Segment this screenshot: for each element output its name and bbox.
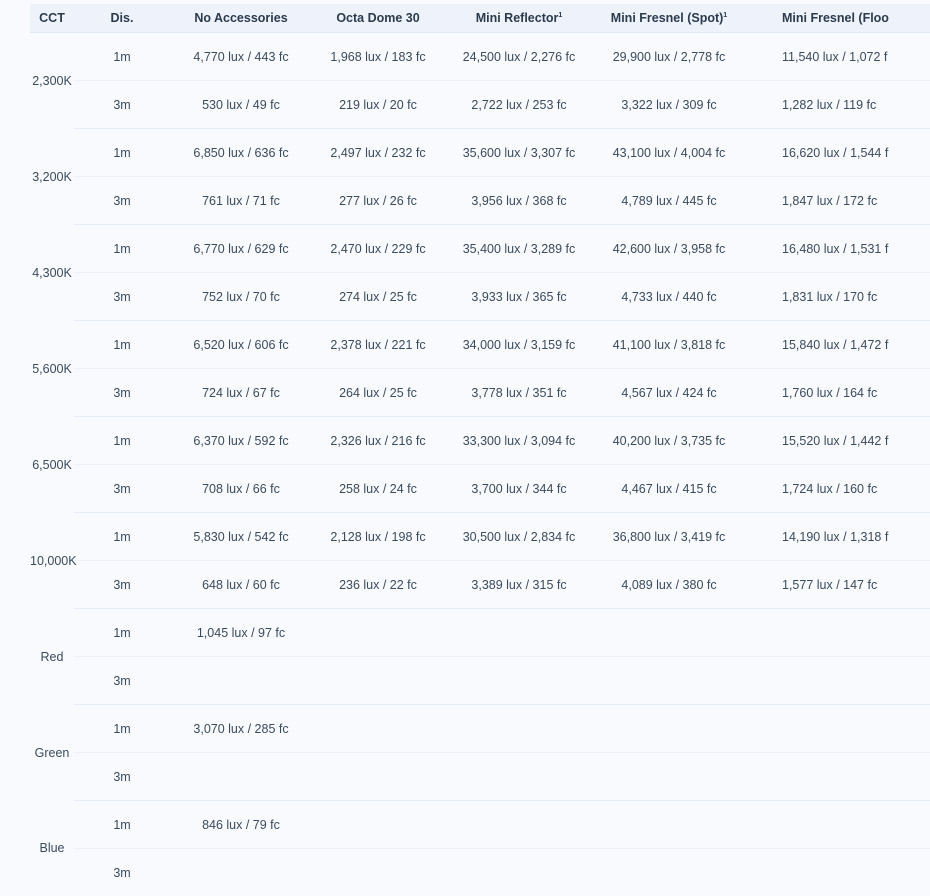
cct-label: Red xyxy=(41,650,64,664)
value-cell: 1,724 lux / 160 fc xyxy=(744,465,930,513)
illuminance-table-container xyxy=(30,4,843,851)
value-cell: 2,128 lux / 198 fc xyxy=(312,513,444,561)
value-cell: 16,620 lux / 1,544 f xyxy=(744,129,930,177)
cct-cell xyxy=(30,513,74,609)
value-cell xyxy=(594,705,744,753)
value-cell: 43,100 lux / 4,004 fc xyxy=(594,129,744,177)
value-cell xyxy=(744,849,930,896)
header-mini-fresnel-spot-label: Mini Fresnel (Spot) xyxy=(611,11,724,25)
value-cell: 761 lux / 71 fc xyxy=(170,177,312,225)
cct-label: 10,000K xyxy=(30,554,77,568)
value-cell: 724 lux / 67 fc xyxy=(170,369,312,417)
distance-cell: 1m xyxy=(74,705,170,753)
distance-cell: 3m xyxy=(74,81,170,129)
table-row xyxy=(30,33,930,81)
value-cell: 258 lux / 24 fc xyxy=(312,465,444,513)
table-row xyxy=(30,321,930,369)
table-body xyxy=(30,33,930,896)
value-cell: 1,282 lux / 119 fc xyxy=(744,81,930,129)
value-cell: 3,933 lux / 365 fc xyxy=(444,273,594,321)
header-octa-dome xyxy=(312,4,444,33)
value-cell: 6,850 lux / 636 fc xyxy=(170,129,312,177)
value-cell: 33,300 lux / 3,094 fc xyxy=(444,417,594,465)
header-mini-reflector-label: Mini Reflector xyxy=(476,11,559,25)
value-cell: 42,600 lux / 3,958 fc xyxy=(594,225,744,273)
value-cell: 15,520 lux / 1,442 f xyxy=(744,417,930,465)
value-cell: 4,789 lux / 445 fc xyxy=(594,177,744,225)
distance-cell: 1m xyxy=(74,513,170,561)
value-cell: 3,389 lux / 315 fc xyxy=(444,561,594,609)
distance-cell: 1m xyxy=(74,417,170,465)
value-cell: 30,500 lux / 2,834 fc xyxy=(444,513,594,561)
cct-label: Green xyxy=(35,746,70,760)
value-cell xyxy=(170,849,312,896)
footnote-mark: 1 xyxy=(723,12,727,19)
value-cell: 1,831 lux / 170 fc xyxy=(744,273,930,321)
value-cell: 3,778 lux / 351 fc xyxy=(444,369,594,417)
value-cell xyxy=(594,609,744,657)
distance-cell: 3m xyxy=(74,753,170,801)
header-row xyxy=(30,4,930,33)
value-cell xyxy=(444,849,594,896)
value-cell: 35,600 lux / 3,307 fc xyxy=(444,129,594,177)
header-no-accessories xyxy=(170,4,312,33)
value-cell xyxy=(444,609,594,657)
value-cell xyxy=(444,657,594,705)
cct-cell xyxy=(30,129,74,225)
value-cell: 1,760 lux / 164 fc xyxy=(744,369,930,417)
value-cell: 4,467 lux / 415 fc xyxy=(594,465,744,513)
value-cell xyxy=(312,705,444,753)
cct-cell xyxy=(30,225,74,321)
distance-cell: 1m xyxy=(74,609,170,657)
value-cell: 2,497 lux / 232 fc xyxy=(312,129,444,177)
value-cell: 3,956 lux / 368 fc xyxy=(444,177,594,225)
table-row xyxy=(30,561,930,609)
distance-cell: 1m xyxy=(74,129,170,177)
value-cell: 2,378 lux / 221 fc xyxy=(312,321,444,369)
table-row xyxy=(30,273,930,321)
cct-label: 2,300K xyxy=(32,74,72,88)
value-cell: 4,770 lux / 443 fc xyxy=(170,33,312,81)
value-cell: 6,770 lux / 629 fc xyxy=(170,225,312,273)
value-cell xyxy=(444,705,594,753)
table-header xyxy=(30,4,930,33)
value-cell: 530 lux / 49 fc xyxy=(170,81,312,129)
table-row xyxy=(30,705,930,753)
cct-cell xyxy=(30,609,74,705)
distance-cell: 1m xyxy=(74,225,170,273)
value-cell: 16,480 lux / 1,531 f xyxy=(744,225,930,273)
value-cell: 41,100 lux / 3,818 fc xyxy=(594,321,744,369)
value-cell: 846 lux / 79 fc xyxy=(170,801,312,849)
value-cell: 2,326 lux / 216 fc xyxy=(312,417,444,465)
header-mini-fresnel-flood-label: Mini Fresnel (Floo xyxy=(782,11,889,25)
cct-label: 5,600K xyxy=(32,362,72,376)
value-cell: 264 lux / 25 fc xyxy=(312,369,444,417)
distance-cell: 3m xyxy=(74,273,170,321)
value-cell: 2,470 lux / 229 fc xyxy=(312,225,444,273)
value-cell xyxy=(594,657,744,705)
header-cct xyxy=(30,4,74,33)
table-row xyxy=(30,417,930,465)
value-cell: 3,322 lux / 309 fc xyxy=(594,81,744,129)
distance-cell: 3m xyxy=(74,849,170,896)
value-cell: 219 lux / 20 fc xyxy=(312,81,444,129)
value-cell: 40,200 lux / 3,735 fc xyxy=(594,417,744,465)
value-cell xyxy=(594,849,744,896)
cct-cell xyxy=(30,321,74,417)
table-row xyxy=(30,849,930,896)
value-cell xyxy=(744,657,930,705)
header-cct-label: CCT xyxy=(39,11,65,25)
value-cell: 4,089 lux / 380 fc xyxy=(594,561,744,609)
cct-label: 6,500K xyxy=(32,458,72,472)
table-row xyxy=(30,177,930,225)
value-cell: 4,567 lux / 424 fc xyxy=(594,369,744,417)
value-cell xyxy=(312,609,444,657)
value-cell: 11,540 lux / 1,072 f xyxy=(744,33,930,81)
value-cell: 3,070 lux / 285 fc xyxy=(170,705,312,753)
distance-cell: 1m xyxy=(74,801,170,849)
value-cell: 752 lux / 70 fc xyxy=(170,273,312,321)
distance-cell: 3m xyxy=(74,465,170,513)
table-row xyxy=(30,801,930,849)
cct-label: 4,300K xyxy=(32,266,72,280)
value-cell xyxy=(594,753,744,801)
value-cell: 2,722 lux / 253 fc xyxy=(444,81,594,129)
value-cell xyxy=(594,801,744,849)
table-row xyxy=(30,753,930,801)
table-row xyxy=(30,225,930,273)
cct-cell xyxy=(30,705,74,801)
table-row xyxy=(30,81,930,129)
value-cell: 34,000 lux / 3,159 fc xyxy=(444,321,594,369)
header-mini-fresnel-flood xyxy=(744,4,930,33)
value-cell: 14,190 lux / 1,318 f xyxy=(744,513,930,561)
header-distance xyxy=(74,4,170,33)
value-cell xyxy=(312,753,444,801)
value-cell: 648 lux / 60 fc xyxy=(170,561,312,609)
table-row xyxy=(30,465,930,513)
value-cell: 274 lux / 25 fc xyxy=(312,273,444,321)
value-cell xyxy=(312,801,444,849)
value-cell: 5,830 lux / 542 fc xyxy=(170,513,312,561)
cct-cell xyxy=(30,417,74,513)
header-no-accessories-label: No Accessories xyxy=(194,11,287,25)
table-row xyxy=(30,369,930,417)
value-cell: 24,500 lux / 2,276 fc xyxy=(444,33,594,81)
value-cell: 6,520 lux / 606 fc xyxy=(170,321,312,369)
value-cell: 1,577 lux / 147 fc xyxy=(744,561,930,609)
value-cell xyxy=(170,753,312,801)
value-cell xyxy=(744,609,930,657)
distance-cell: 3m xyxy=(74,177,170,225)
table-row xyxy=(30,513,930,561)
value-cell: 4,733 lux / 440 fc xyxy=(594,273,744,321)
value-cell: 6,370 lux / 592 fc xyxy=(170,417,312,465)
value-cell xyxy=(312,849,444,896)
footnote-mark: 1 xyxy=(558,12,562,19)
value-cell xyxy=(444,801,594,849)
table-row xyxy=(30,129,930,177)
distance-cell: 1m xyxy=(74,321,170,369)
cct-cell xyxy=(30,801,74,896)
distance-cell: 3m xyxy=(74,561,170,609)
value-cell: 15,840 lux / 1,472 f xyxy=(744,321,930,369)
value-cell xyxy=(444,753,594,801)
table-row xyxy=(30,609,930,657)
distance-cell: 3m xyxy=(74,657,170,705)
cct-label: 3,200K xyxy=(32,170,72,184)
distance-cell: 3m xyxy=(74,369,170,417)
value-cell xyxy=(744,753,930,801)
cct-cell xyxy=(30,33,74,129)
value-cell: 29,900 lux / 2,778 fc xyxy=(594,33,744,81)
header-mini-reflector xyxy=(444,4,594,33)
value-cell: 3,700 lux / 344 fc xyxy=(444,465,594,513)
value-cell: 1,968 lux / 183 fc xyxy=(312,33,444,81)
value-cell: 1,847 lux / 172 fc xyxy=(744,177,930,225)
header-mini-fresnel-spot xyxy=(594,4,744,33)
value-cell xyxy=(170,657,312,705)
value-cell: 708 lux / 66 fc xyxy=(170,465,312,513)
header-octa-dome-label: Octa Dome 30 xyxy=(336,11,419,25)
value-cell xyxy=(744,705,930,753)
header-distance-label: Dis. xyxy=(111,11,134,25)
illuminance-table xyxy=(30,4,930,896)
cct-label: Blue xyxy=(39,841,64,855)
value-cell: 277 lux / 26 fc xyxy=(312,177,444,225)
value-cell: 1,045 lux / 97 fc xyxy=(170,609,312,657)
value-cell xyxy=(744,801,930,849)
value-cell: 236 lux / 22 fc xyxy=(312,561,444,609)
value-cell xyxy=(312,657,444,705)
value-cell: 36,800 lux / 3,419 fc xyxy=(594,513,744,561)
distance-cell: 1m xyxy=(74,33,170,81)
table-row xyxy=(30,657,930,705)
value-cell: 35,400 lux / 3,289 fc xyxy=(444,225,594,273)
